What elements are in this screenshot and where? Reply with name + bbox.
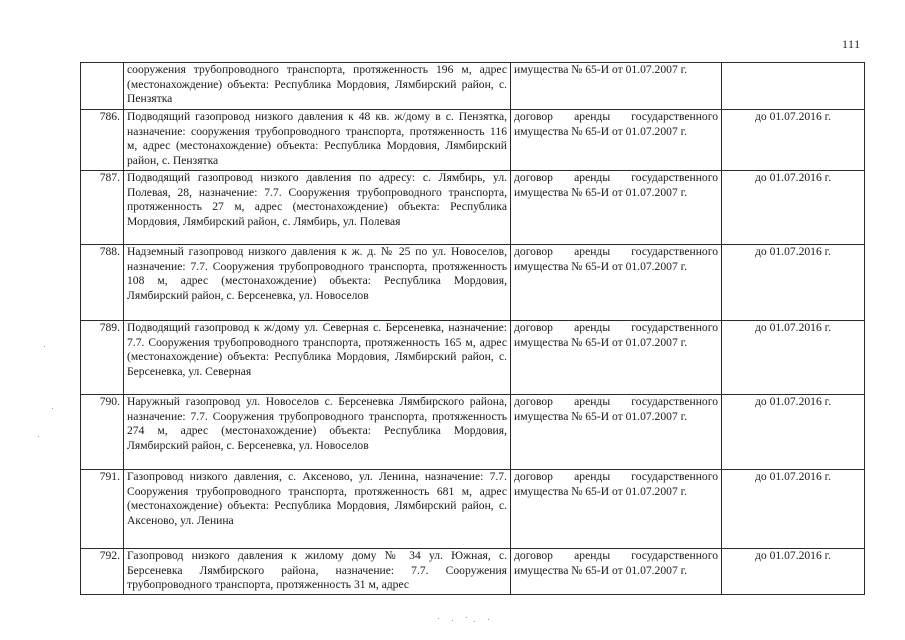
object-description: Газопровод низкого давления к жилому дому № 34 ул. Южная, с. Берсеневка Лямбирского района, назначение: 7.7. Сооружения трубопроводного транспорта, протяженность 31 м, адрес [124, 549, 511, 595]
lease-basis: договор аренды государственного имущества № 65-И от 01.07.2007 г. [511, 321, 722, 395]
object-description: Наружный газопровод ул. Новоселов с. Берсеневка Лямбирского района, назначение: 7.7. Сооружения трубопроводного транспорта, протяженность 274 м, адрес (местонахождение) объекта: Республика Мордовия, Лямбирский район, с. Берсеневка, ул. Новоселов [124, 395, 511, 470]
scan-speck [38, 436, 39, 437]
lease-term: до 01.07.2016 г. [722, 321, 865, 395]
table-row [81, 110, 865, 171]
table-row [81, 395, 865, 470]
object-description: Подводящий газопровод низкого давления к 48 кв. ж/дому в с. Пензятка, назначение: сооружения трубопроводного транспорта, протяженность 116 м, адрес (местонахождение) объекта: Республика Мордовия, Лямбирский район, с. Пензятка [124, 110, 511, 171]
table-row [81, 171, 865, 245]
scan-speck [438, 618, 439, 619]
table-row [81, 549, 865, 595]
lease-basis: договор аренды государственного имущества № 65-И от 01.07.2007 г. [511, 470, 722, 549]
row-number: 788. [81, 245, 124, 321]
lease-basis: имущества № 65-И от 01.07.2007 г. [511, 63, 722, 110]
lease-basis: договор аренды государственного имущества № 65-И от 01.07.2007 г. [511, 245, 722, 321]
object-description: Подводящий газопровод к ж/дому ул. Северная с. Берсеневка, назначение: 7.7. Сооружения трубопроводного транспорта, протяженность 165 м, адрес (местонахождение) объекта: Республика Мордовия, Лямбирский район, с. Берсеневка, ул. Северная [124, 321, 511, 395]
lease-term: до 01.07.2016 г. [722, 171, 865, 245]
row-number: 790. [81, 395, 124, 470]
scan-speck [466, 617, 467, 618]
object-description: Надземный газопровод низкого давления к ж. д. № 25 по ул. Новоселов, назначение: 7.7. Сооружения трубопроводного транспорта, протяженность 108 м, адрес (местонахождение) объекта: Республика Мордовия, Лямбирский район, с. Берсеневка, ул. Новоселов [124, 245, 511, 321]
lease-basis: договор аренды государственного имущества № 65-И от 01.07.2007 г. [511, 395, 722, 470]
table-row [81, 321, 865, 395]
scan-speck [52, 408, 53, 409]
property-registry-table [80, 62, 865, 595]
lease-term: до 01.07.2016 г. [722, 395, 865, 470]
row-number: 786. [81, 110, 124, 171]
lease-basis: договор аренды государственного имущества № 65-И от 01.07.2007 г. [511, 171, 722, 245]
object-description: Подводящий газопровод низкого давления по адресу: с. Лямбирь, ул. Полевая, 28, назначение: 7.7. Сооружения трубопроводного транспорта, протяженность 27 м, адрес (местонахождение) объекта: Республика Мордовия, Лямбирский район, с. Лямбирь, ул. Полевая [124, 171, 511, 245]
lease-term: до 01.07.2016 г. [722, 245, 865, 321]
table-row [81, 470, 865, 549]
lease-term: до 01.07.2016 г. [722, 110, 865, 171]
page-number: 111 [842, 37, 861, 51]
row-number: 791. [81, 470, 124, 549]
lease-term [722, 63, 865, 110]
table-row [81, 63, 865, 110]
scan-speck [488, 619, 489, 620]
table-row [81, 245, 865, 321]
lease-basis: договор аренды государственного имущества № 65-И от 01.07.2007 г. [511, 549, 722, 595]
scan-speck [44, 346, 45, 347]
row-number: 792. [81, 549, 124, 595]
row-number: 789. [81, 321, 124, 395]
scan-speck [474, 621, 475, 622]
row-number [81, 63, 124, 110]
lease-basis: договор аренды государственного имущества № 65-И от 01.07.2007 г. [511, 110, 722, 171]
lease-term: до 01.07.2016 г. [722, 549, 865, 595]
row-number: 787. [81, 171, 124, 245]
lease-term: до 01.07.2016 г. [722, 470, 865, 549]
scan-speck [452, 620, 453, 621]
object-description: сооружения трубопроводного транспорта, протяженность 196 м, адрес (местонахождение) объекта: Республика Мордовия, Лямбирский район, с. Пензятка [124, 63, 511, 110]
object-description: Газопровод низкого давления, с. Аксеново, ул. Ленина, назначение: 7.7. Сооружения трубопроводного транспорта, протяженность 681 м, адрес (местонахождение) объекта: Республика Мордовия, Лямбирский район, с. Аксеново, ул. Ленина [124, 470, 511, 549]
